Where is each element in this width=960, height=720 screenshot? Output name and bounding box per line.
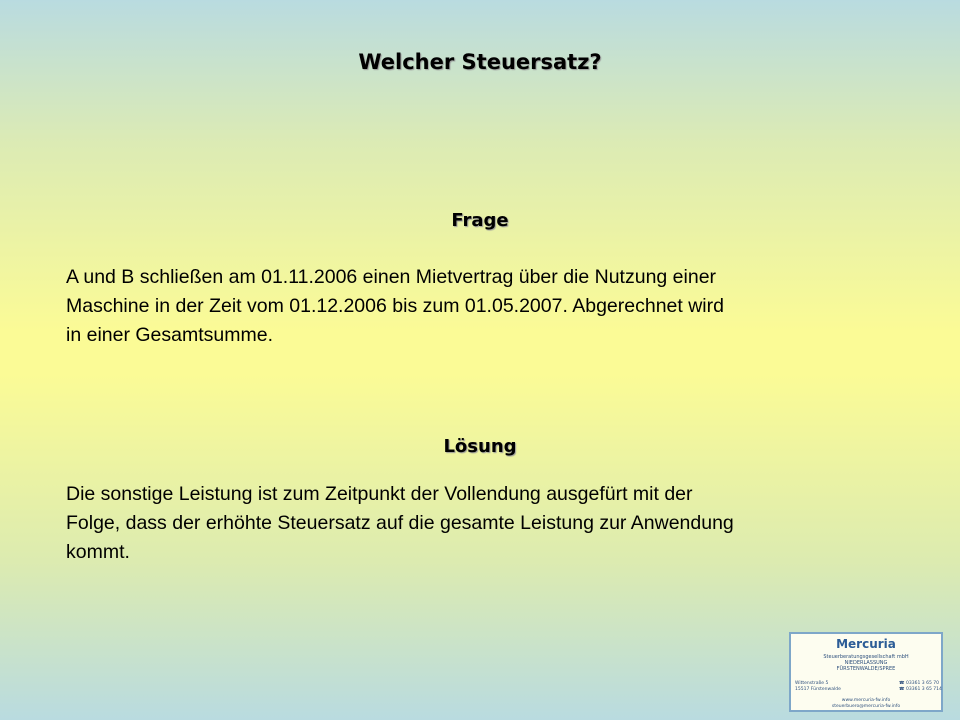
logo-subtitle-block <box>791 654 941 672</box>
loesung-line-3: kommt. <box>66 541 130 563</box>
frage-line-2: Maschine in der Zeit vom 01.12.2006 bis zum 01.05.2007. Abgerechnet wird <box>66 295 724 317</box>
logo-email: steuerbuero@mercuria-fw.info <box>831 704 901 709</box>
logo-fax: ☎ 03361 3 65 714 <box>899 687 942 692</box>
logo-branch-2: FÜRSTENWALDE/SPREE <box>836 666 896 672</box>
logo-subtitle: Steuerberatungsgesellschaft mbH <box>823 654 909 660</box>
loesung-line-2: Folge, dass der erhöhte Steuersatz auf die gesamte Leistung zur Anwendung <box>66 512 734 534</box>
frage-line-3: in einer Gesamtsumme. <box>66 324 273 346</box>
frage-heading: Frage <box>451 210 509 231</box>
logo-phone: ☎ 03361 3 65 70 <box>899 681 939 686</box>
frage-text <box>66 263 896 350</box>
loesung-text <box>66 480 896 567</box>
logo-branch-1: NIEDERLASSUNG <box>844 660 888 666</box>
logo-company-name: Mercuria <box>836 637 896 651</box>
logo-web: www.mercuria-fw.info <box>841 698 891 703</box>
logo-street: Wittenstraße 5 <box>795 681 829 686</box>
mercuria-logo-card <box>789 632 943 712</box>
loesung-line-1: Die sonstige Leistung ist zum Zeitpunkt der Vollendung ausgefürt mit der <box>66 483 693 505</box>
slide-title: Welcher Steuersatz? <box>358 50 602 74</box>
frage-line-1: A und B schließen am 01.11.2006 einen Mietvertrag über die Nutzung einer <box>66 266 717 288</box>
logo-city: 15517 Fürstenwalde <box>795 687 841 692</box>
loesung-heading: Lösung <box>443 436 517 457</box>
